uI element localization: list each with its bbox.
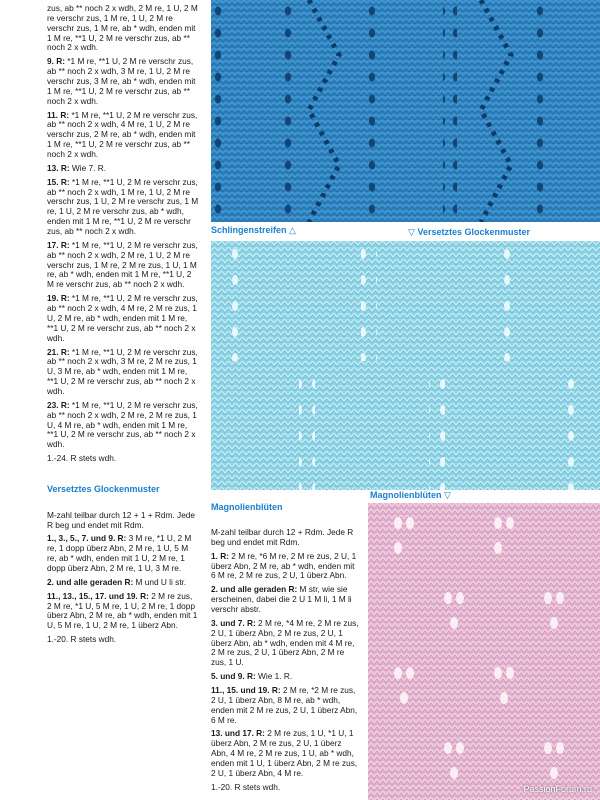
left-closing: 1.-24. R stets wdh. [47,453,117,464]
row-label: 15. R: [47,176,70,187]
triangle-up-icon: △ [289,225,296,235]
row-text: 3 M re, *1 U, 2 M re, 1 dopp überz Abn, 2 M re, 1 U, 5 M re, ab * wdh, enden mit 1 U, 2 M re, 1 dopp überz Abn, 2 M re, 1 U, 3 M re. [47,533,192,573]
row-text: *1 M re, **1 U, 2 M re verschr zus, ab ** noch 2 x wdh, 2 M re, 1 U, 2 M re verschr zus, 1 M re, 2 M re zus, 1 U, 1 M re, ab * wdh, enden mit 1 M re, **1 U, 2 M re verschr zus, ab ** noch 2 x wdh. [47,239,198,290]
row-label: 9. R: [47,56,65,67]
instruction-row [47,111,199,160]
instruction-row [47,164,199,174]
row-text: 2 M re, *2 M re zus, 2 U, 1 überz Abn, 8 M re, ab * wdh, enden mit 2 M re zus, 2 U, 1 überz Abn, 6 M re. [211,685,358,725]
row-text: Wie 1. R. [255,671,293,682]
left-intro: zus, ab ** noch 2 x wdh, 2 M re, 1 U, 2 M re verschr zus, 1 M re, 1 U, 2 M re verschr zus, 1 M re, ab * wdh, enden mit 1 M re, **1 U, 2 M re verschr zus, ab ** noch 2 x wdh. [47,3,198,53]
instruction-row [211,686,360,725]
row-label: 3. und 7. R: [211,617,256,628]
row-text: *1 M re, **1 U, 2 M re verschr zus, ab ** noch 2 x wdh, 3 M re, 2 M re zus, 1 U, 3 M re, ab * wdh, enden mit 1 M re, **1 U, 2 M re verschr zus, ab ** noch 2 x wdh. [47,346,198,396]
instruction-row [47,401,199,450]
row-label: 1., 3., 5., 7. und 9. R: [47,533,127,544]
row-text: *1 M re, **1 U, 2 M re verschr zus, ab ** noch 2 x wdh, 4 M re, 2 M re zus, 1 U, 2 M re, ab * wdh, enden mit 1 M re, **1 U, 2 M re verschr zus, ab ** noch 2 x wdh. [47,293,198,343]
section-heading: Versetztes Glockenmuster [47,483,160,494]
row-text: 2 M re zus, 1 U, *1 U, 1 überz Abn, 2 M re zus, 2 U, 1 überz Abn, 4 M re, 2 M re zus, 1 U, ab * wdh, enden mit 1 U, 1 überz Abn, 2 M re zus, 2 U, 1 überz Abn, 4 M re. [211,728,358,778]
magnolienblueten-label [370,490,451,501]
pink-knit-texture [368,503,600,800]
triangle-down-icon: ▽ [444,490,451,500]
watermark: PassionForum.ru [523,784,592,794]
middle-intro: M-zahl teilbar durch 12 + Rdm. Jede R beg und endet mit Rdm. [211,527,354,547]
instruction-row [211,552,360,582]
row-text: Wie 7. R. [69,162,107,173]
row-label: 23. R: [47,399,70,410]
instruction-row [47,534,199,573]
row-text: *1 M re, **1 U, 2 M re verschr zus, ab ** noch 2 x wdh, 1 M re, 1 U, 2 M re verschr zus, 1 U, 2 M re verschr zus, 1 M re, 1 U, 2 M re verschr zus, ab * wdh, enden mit 1 M re, **1 U, 2 M re verschr zus, ab ** noch 2 x wdh. [47,176,199,237]
schlingenstreifen-label [211,225,296,236]
row-text: *1 M re, **1 U, 2 M re verschr zus, ab ** noch 2 x wdh, 2 M re, 2 M re zus, 1 U, 4 M re, ab * wdh, enden mit 1 M re, **1 U, 2 M re verschr zus, ab ** noch 2 x wdh. [47,399,198,450]
row-text: 2 M re, *6 M re, 2 M re zus, 2 U, 1 überz Abn, 2 M re, ab * wdh, enden mit 6 M re, 2 M re zus, 2 U, 1 überz Abn. [211,550,357,581]
instruction-row [211,729,360,778]
versetztes-glockenmuster-title: Versetztes Glockenmuster [417,227,530,237]
schlingenstreifen-title: Schlingenstreifen [211,225,287,235]
instruction-row [47,178,199,237]
row-text: 2 M re zus, 2 M re, *1 U, 5 M re, 1 U, 2 M re, 1 dopp überz Abn, 2 M re, ab * wdh, enden mit 1 U, 5 M re, 1 U, 2 M re, 1 überz Abn. [47,590,198,631]
row-label: 13. und 17. R: [211,728,265,739]
magnolienblueten-title: Magnolienblüten [370,490,442,500]
row-label: 19. R: [47,293,70,304]
instruction-row [211,585,360,615]
blue-knit-texture [211,0,600,222]
row-text: *1 M re, **1 U, 2 M re verschr zus, ab ** noch 2 x wdh, 3 M re, 1 U, 2 M re verschr zus, 3 M re, ab * wdh, enden mit 1 M re, **1 U, 2 M re verschr zus, ab ** noch 2 x wdh. [47,56,196,106]
versetztes-glockenmuster-photo [211,241,600,490]
instruction-row [47,592,199,631]
row-label: 2. und alle geraden R: [211,584,298,595]
row-text: M und U li str. [133,576,187,587]
row-label: 11., 15. und 19. R: [211,685,281,696]
instruction-row [47,348,199,397]
versetztes-glockenmuster-label [408,227,530,238]
row-label: 2. und alle geraden R: [47,576,134,587]
instruction-row [47,294,199,343]
magnolienblueten-heading: Magnolienblüten [211,502,283,512]
schlingenstreifen-photo [211,0,600,222]
section-intro: M-zahl teilbar durch 12 + 1 + Rdm. Jede R beg und endet mit Rdm. [47,509,196,530]
instruction-row [47,578,199,588]
left-text-column [47,4,199,649]
middle-closing: 1.-20. R stets wdh. [211,781,281,792]
instruction-row [211,619,360,668]
instruction-row [47,57,199,106]
left-rows [47,57,199,450]
row-label: 11. R: [47,109,70,120]
row-text: 2 M re, *4 M re, 2 M re zus, 2 U, 1 überz Abn, 2 M re zus, 2 U, 1 überz Abn, ab * wdh, enden mit 4 M re, 2 M re zus, 2 U, 1 überz Abn, 2 M re zus, 1 U. [211,617,359,668]
row-label: 11., 13., 15., 17. und 19. R: [47,590,149,601]
instruction-row [211,672,360,682]
row-text: *1 M re, **1 U, 2 M re verschr zus, ab ** noch 2 x wdh, 4 M re, 1 U, 2 M re verschr zus, 2 M re, ab * wdh, enden mit 1 M re, **1 U, 2 M re verschr zus, ab ** noch 2 x wdh. [47,109,198,160]
middle-text-column [211,528,360,797]
row-label: 17. R: [47,239,70,250]
row-label: 5. und 9. R: [211,671,256,682]
triangle-down-icon: ▽ [408,227,415,237]
magnolienblueten-photo [368,503,600,800]
row-label: 1. R: [211,550,229,561]
instruction-row [47,241,199,290]
section-closing: 1.-20. R stets wdh. [47,634,117,645]
row-label: 21. R: [47,346,70,357]
row-label: 13. R: [47,162,70,173]
light-knit-texture [211,241,600,490]
row-text: M str, wie sie erscheinen, dabei die 2 U 1 M li, 1 M li verschr abstr. [211,584,352,615]
